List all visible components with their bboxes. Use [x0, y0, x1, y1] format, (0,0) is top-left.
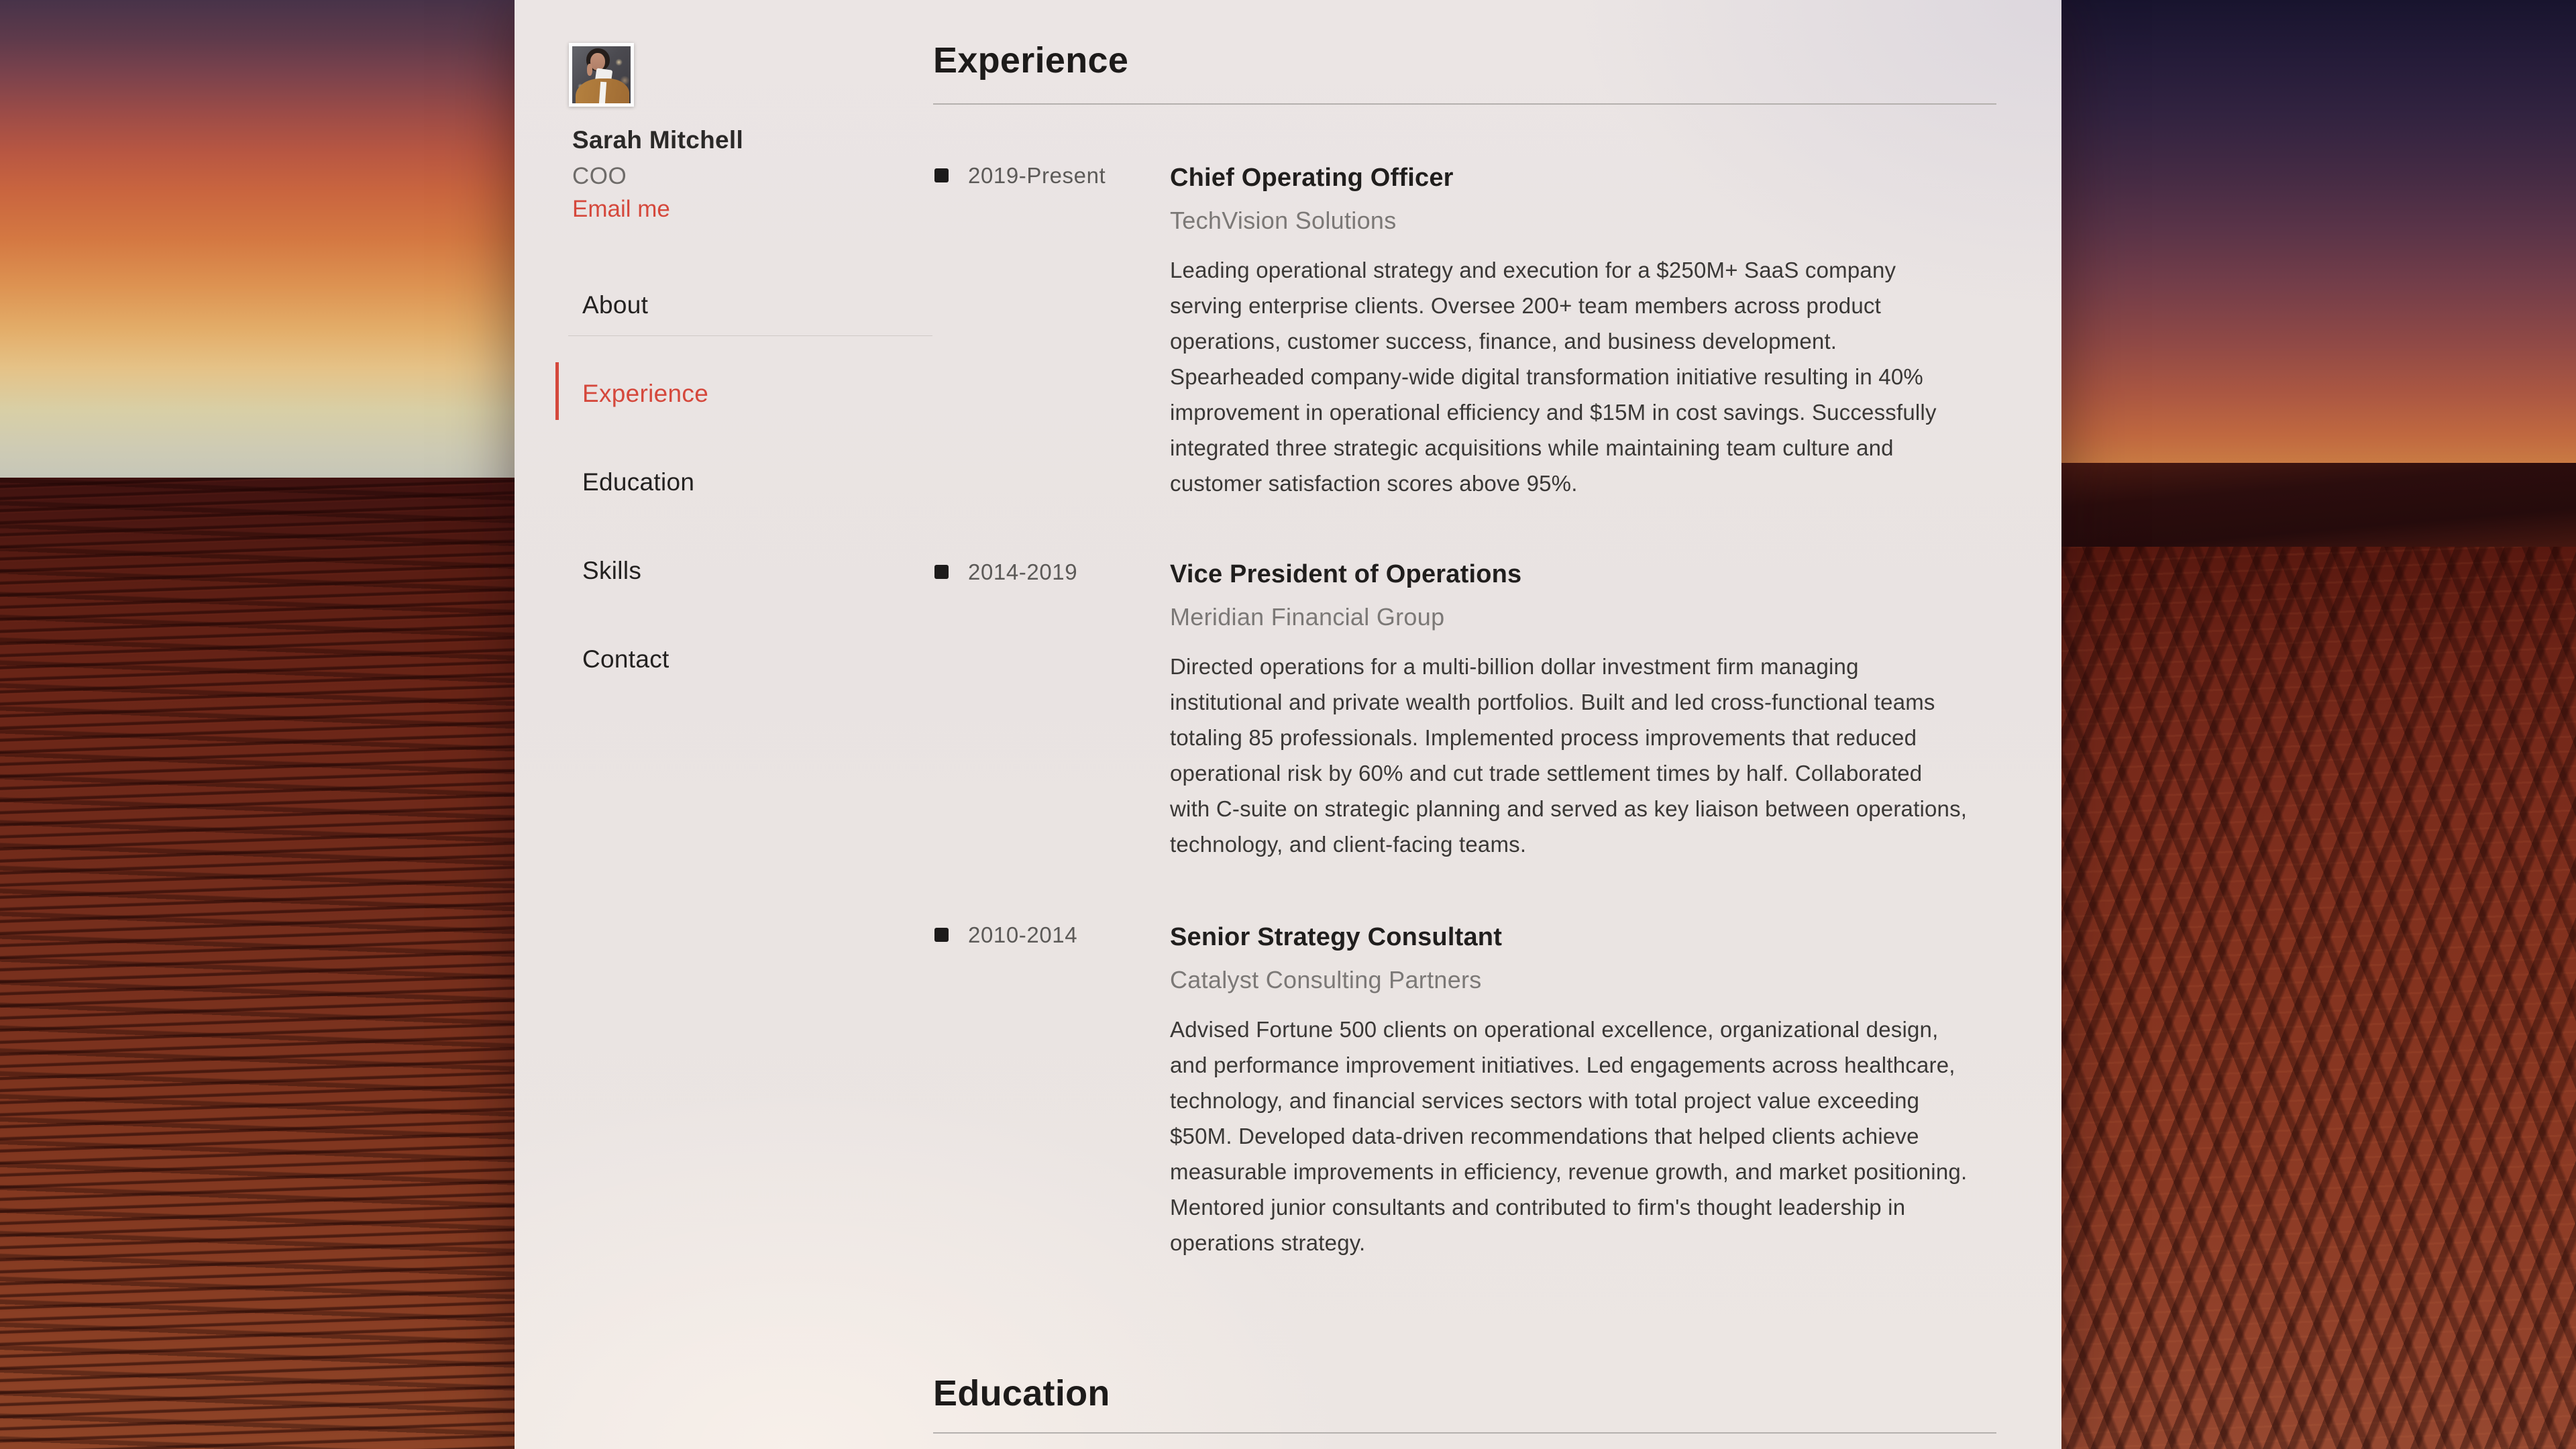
- sidebar-item-education[interactable]: Education: [582, 468, 695, 496]
- entry-details: [1170, 559, 1996, 862]
- avatar-hand: [587, 64, 593, 76]
- dune-shadow-band: [2061, 463, 2576, 547]
- sidebar-item-about[interactable]: About: [582, 291, 649, 319]
- entry-details: [1170, 162, 1996, 501]
- experience-section-heading: Experience: [933, 40, 1129, 80]
- job-company: TechVision Solutions: [1170, 207, 1397, 234]
- avatar: [569, 43, 634, 107]
- job-description: Directed operations for a multi-billion dollar investment firm managing institutional and private wealth portfolios. Built and led cross-functional teams totaling 85 professionals. Implemented process improvements that reduced operational risk by 60% and cut trade settlement times by half. Collaborated with C-suite on strategic planning and served as key liaison between operations, technology, and client-facing teams.: [1170, 654, 1968, 857]
- experience-entry: [934, 162, 1996, 501]
- rippled-sand: [0, 478, 515, 1449]
- job-title: Senior Strategy Consultant: [1170, 923, 1503, 951]
- desert-background-right: [2061, 0, 2576, 1449]
- profile-name: Sarah Mitchell: [572, 126, 744, 154]
- timeline-square-icon: [934, 168, 949, 182]
- mottled-sand: [2061, 547, 2576, 1449]
- education-heading-rule: [933, 1432, 1996, 1434]
- desert-background-left: [0, 0, 515, 1449]
- email-me-link[interactable]: Email me: [572, 196, 670, 222]
- sunset-sky: [0, 0, 515, 478]
- sidebar-item-experience[interactable]: Experience: [582, 380, 709, 407]
- job-description: Leading operational strategy and execution for a $250M+ SaaS company serving enterprise clients. Oversee 200+ team members across product operations, customer success, finance, and business development. Spearheaded company-wide digital transformation initiative resulting in 40% improvement in operational efficiency and $15M in cost savings. Successfully integrated three strategic acquisitions while maintaining team culture and customer satisfaction scores above 95%.: [1170, 258, 1937, 496]
- experience-entry: [934, 922, 1996, 1260]
- job-title: Vice President of Operations: [1170, 560, 1522, 588]
- profile-role: COO: [572, 163, 627, 189]
- entry-period-label: 2010-2014: [968, 922, 1078, 947]
- dusk-sky: [2061, 0, 2576, 463]
- sidebar-divider: [568, 335, 932, 336]
- entry-period: [934, 162, 1170, 501]
- experience-heading-rule: [933, 103, 1996, 105]
- sidebar-item-contact[interactable]: Contact: [582, 645, 669, 673]
- timeline-square-icon: [934, 565, 949, 579]
- entry-period: [934, 922, 1170, 1260]
- resume-panel: [515, 0, 2061, 1449]
- job-title: Chief Operating Officer: [1170, 164, 1454, 192]
- entry-details: [1170, 922, 1996, 1260]
- education-section-heading: Education: [933, 1373, 1110, 1413]
- entry-period-label: 2019-Present: [968, 163, 1106, 188]
- job-company: Meridian Financial Group: [1170, 603, 1445, 631]
- timeline-square-icon: [934, 928, 949, 942]
- sidebar-item-skills[interactable]: Skills: [582, 557, 642, 584]
- job-company: Catalyst Consulting Partners: [1170, 966, 1482, 994]
- entry-period-label: 2014-2019: [968, 559, 1078, 584]
- experience-entry: [934, 559, 1996, 862]
- entry-period: [934, 559, 1170, 862]
- job-description: Advised Fortune 500 clients on operational excellence, organizational design, and performance improvement initiatives. Led engagements across healthcare, technology, and financial services sectors with total project value exceeding $50M. Developed data-driven recommendations that helped clients achieve measurable improvements in efficiency, revenue growth, and market positioning. Mentored junior consultants and contributed to firm's thought leadership in operations strategy.: [1170, 1017, 1968, 1255]
